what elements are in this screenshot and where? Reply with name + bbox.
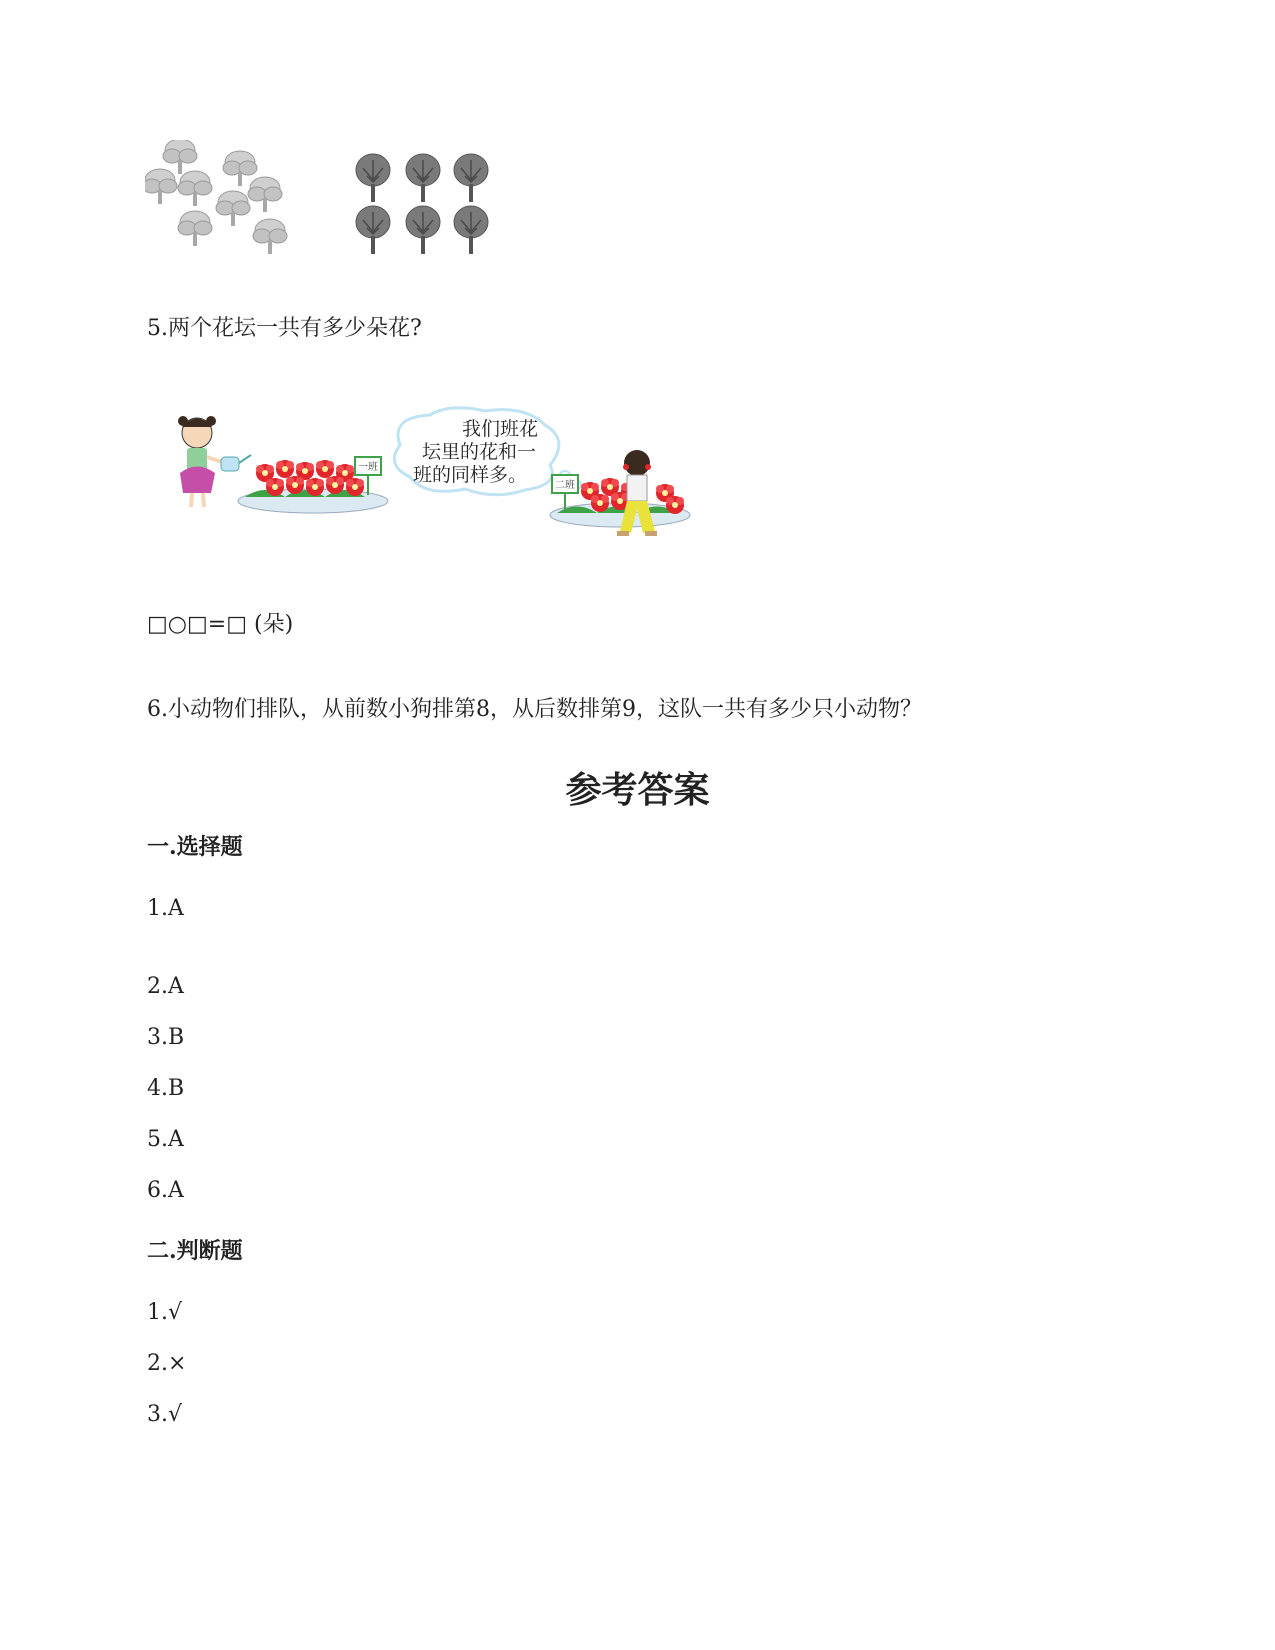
flowerbed-left [238, 457, 388, 513]
flowerbed-right [550, 475, 690, 527]
light-tree [178, 211, 212, 246]
dark-tree [406, 154, 440, 202]
section-1-heading: 一.选择题 [147, 834, 243, 860]
equation-line: □○□=□ (朵) [147, 612, 294, 637]
answers-title: 参考答案 [565, 769, 710, 811]
dark-tree [454, 154, 488, 202]
answer-item: 3.√ [147, 1402, 183, 1427]
answer-item: 2.A [147, 974, 184, 999]
bubble-line-1: 我们班花 [461, 418, 539, 440]
bubble-line-2: 坛里的花和一 [421, 441, 537, 463]
sign-left-label: 一班 [358, 462, 378, 473]
flowerbed-illustration [165, 405, 705, 555]
dark-tree [356, 154, 390, 202]
light-tree [223, 151, 257, 186]
bubble-line-3: 班的同样多。 [412, 464, 528, 486]
answer-item: 1.A [147, 896, 184, 921]
question-5: 5.两个花坛一共有多少朵花? [147, 316, 422, 341]
light-tree [145, 169, 177, 204]
question-6: 6.小动物们排队，从前数小狗排第8，从后数排第9，这队一共有多少只小动物？ [147, 697, 922, 722]
answer-item: 5.A [147, 1127, 184, 1152]
section-2-heading: 二.判断题 [147, 1238, 243, 1264]
dark-tree [406, 206, 440, 254]
answer-item: 1.√ [147, 1300, 183, 1325]
answer-item: 6.A [147, 1178, 184, 1203]
trees-svg [145, 140, 505, 270]
trees-illustration [145, 140, 505, 270]
sign-right-label: 二班 [555, 480, 575, 491]
light-tree [248, 177, 282, 212]
answer-item: 3.B [147, 1025, 185, 1050]
answer-item: 2.× [147, 1351, 187, 1376]
flowerbed-svg [165, 405, 705, 555]
dark-tree [454, 206, 488, 254]
light-tree [253, 219, 287, 254]
light-tree [163, 140, 197, 174]
answer-item: 4.B [147, 1076, 185, 1101]
light-tree [178, 171, 212, 206]
dark-tree [356, 206, 390, 254]
light-tree [216, 191, 250, 226]
girl-watering-icon [178, 416, 251, 507]
